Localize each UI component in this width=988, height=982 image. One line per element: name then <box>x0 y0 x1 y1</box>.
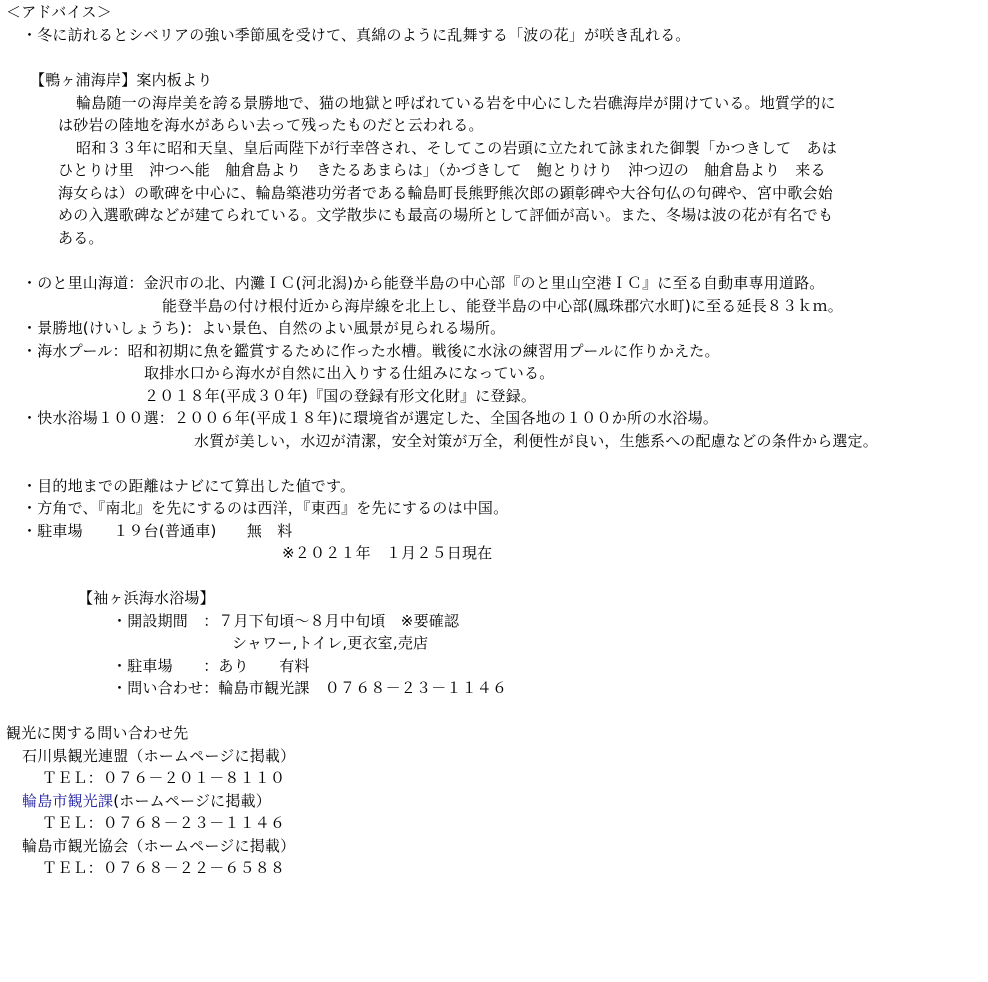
note-parking: ・駐車場 １９台(普通車) 無 料 <box>22 522 293 540</box>
glossary-seawater-pool-cont: ２０１８年(平成３０年)『国の登録有形文化財』に登録。 <box>144 387 537 405</box>
kamogaura-text-line: 昭和３３年に昭和天皇、皇后両陛下が行幸啓され、そしてこの岩頭に立たれて詠まれた御製「かつきして あは <box>76 139 837 157</box>
glossary-keishochi: ・景勝地(けいしょうち)：よい景色、自然のよい風景が見られる場所。 <box>22 319 506 337</box>
kamogaura-text-line: ある。 <box>58 229 104 247</box>
note-direction: ・方角で、『南北』を先にするのは西洋，『東西』を先にするのは中国。 <box>22 499 509 517</box>
glossary-seawater-pool-cont: 取排水口から海水が自然に出入りする仕組みになっている。 <box>144 364 555 382</box>
contact-kyokai-tel: ＴＥＬ：０７６８－２２－６５８８ <box>42 859 286 877</box>
glossary-seawater-pool: ・海水プール：昭和初期に魚を鑑賞するために作った水槽。戦後に水泳の練習用プールに作りかえた。 <box>22 342 720 360</box>
contact-wajima-tel: ＴＥＬ：０７６８－２３－１１４６ <box>42 814 286 832</box>
contact-wajima-row <box>22 790 271 812</box>
sodegahama-facilities: シャワー,トイレ,更衣室,売店 <box>232 634 429 652</box>
kamogaura-text-line: ひとりけ里 沖つへ能 舳倉島より きたるあまらは」（かづきして 鮑とりけり 沖つ辺の 舳倉島より 来る <box>58 161 826 179</box>
note-as-of-date: ※２０２１年 １月２５日現在 <box>282 544 493 562</box>
kamogaura-heading: 【鴨ヶ浦海岸】案内板より <box>30 71 213 89</box>
sodegahama-period: ・開設期間 ：７月下旬頃～８月中旬頃 ※要確認 <box>112 612 460 630</box>
glossary-noto-satoyama: ・のと里山海道：金沢市の北、内灘ＩＣ(河北潟)から能登半島の中心部『のと里山空港ＩＣ』に至る自動車専用道路。 <box>22 274 825 292</box>
contact-ishikawa-name: 石川県観光連盟（ホームページに掲載） <box>22 747 296 765</box>
contacts-heading: 観光に関する問い合わせ先 <box>6 724 189 742</box>
kamogaura-text-line: は砂岩の陸地を海水があらい去って残ったものだと云われる。 <box>58 116 484 134</box>
kamogaura-text-line: 輪島随一の海岸美を誇る景勝地で、猫の地獄と呼ばれている岩を中心にした岩礁海岸が開けている。地質学的に <box>76 94 836 112</box>
sodegahama-contact: ・問い合わせ：輪島市観光課 ０７６８－２３－１１４６ <box>112 679 508 697</box>
contact-ishikawa-tel: ＴＥＬ：０７６－２０１－８１１０ <box>42 769 286 787</box>
kamogaura-text-line: めの入選歌碑などが建てられている。文学散歩にも最高の場所として評価が高い。また、冬場は波の花が有名でも <box>58 206 834 224</box>
sodegahama-heading: 【袖ヶ浜海水浴場】 <box>78 589 215 607</box>
glossary-kaisui-yokujo-cont: 水質が美しい，水辺が清潔，安全対策が万全，利便性が良い，生態系への配慮などの条件から選定。 <box>194 432 879 450</box>
contact-wajima-suffix: (ホームページに掲載） <box>113 792 271 810</box>
kamogaura-text-line: 海女らは）の歌碑を中心に、輪島築港功労者である輪島町長熊野熊次郎の顕彰碑や大谷句仏の句碑や、宮中歌会始 <box>58 184 833 202</box>
glossary-noto-satoyama-cont: 能登半島の付け根付近から海岸線を北上し、能登半島の中心部(鳳珠郡穴水町)に至る延長８３ｋｍ。 <box>162 297 843 315</box>
glossary-kaisui-yokujo: ・快水浴場１００選：２００６年(平成１８年)に環境省が選定した、全国各地の１００か所の水浴場。 <box>22 409 719 427</box>
advice-heading: ＜アドバイス＞ <box>6 3 112 21</box>
advice-item-nami-no-hana: ・冬に訪れるとシベリアの強い季節風を受けて、真綿のように乱舞する「波の花」が咲き乱れる。 <box>22 26 691 44</box>
contact-kyokai-name: 輪島市観光協会（ホームページに掲載） <box>22 837 296 855</box>
wajima-tourism-link[interactable]: 輪島市観光課 <box>22 792 114 810</box>
sodegahama-parking: ・駐車場 ：あり 有料 <box>112 657 310 675</box>
note-distance: ・目的地までの距離はナビにて算出した値です。 <box>22 477 356 495</box>
